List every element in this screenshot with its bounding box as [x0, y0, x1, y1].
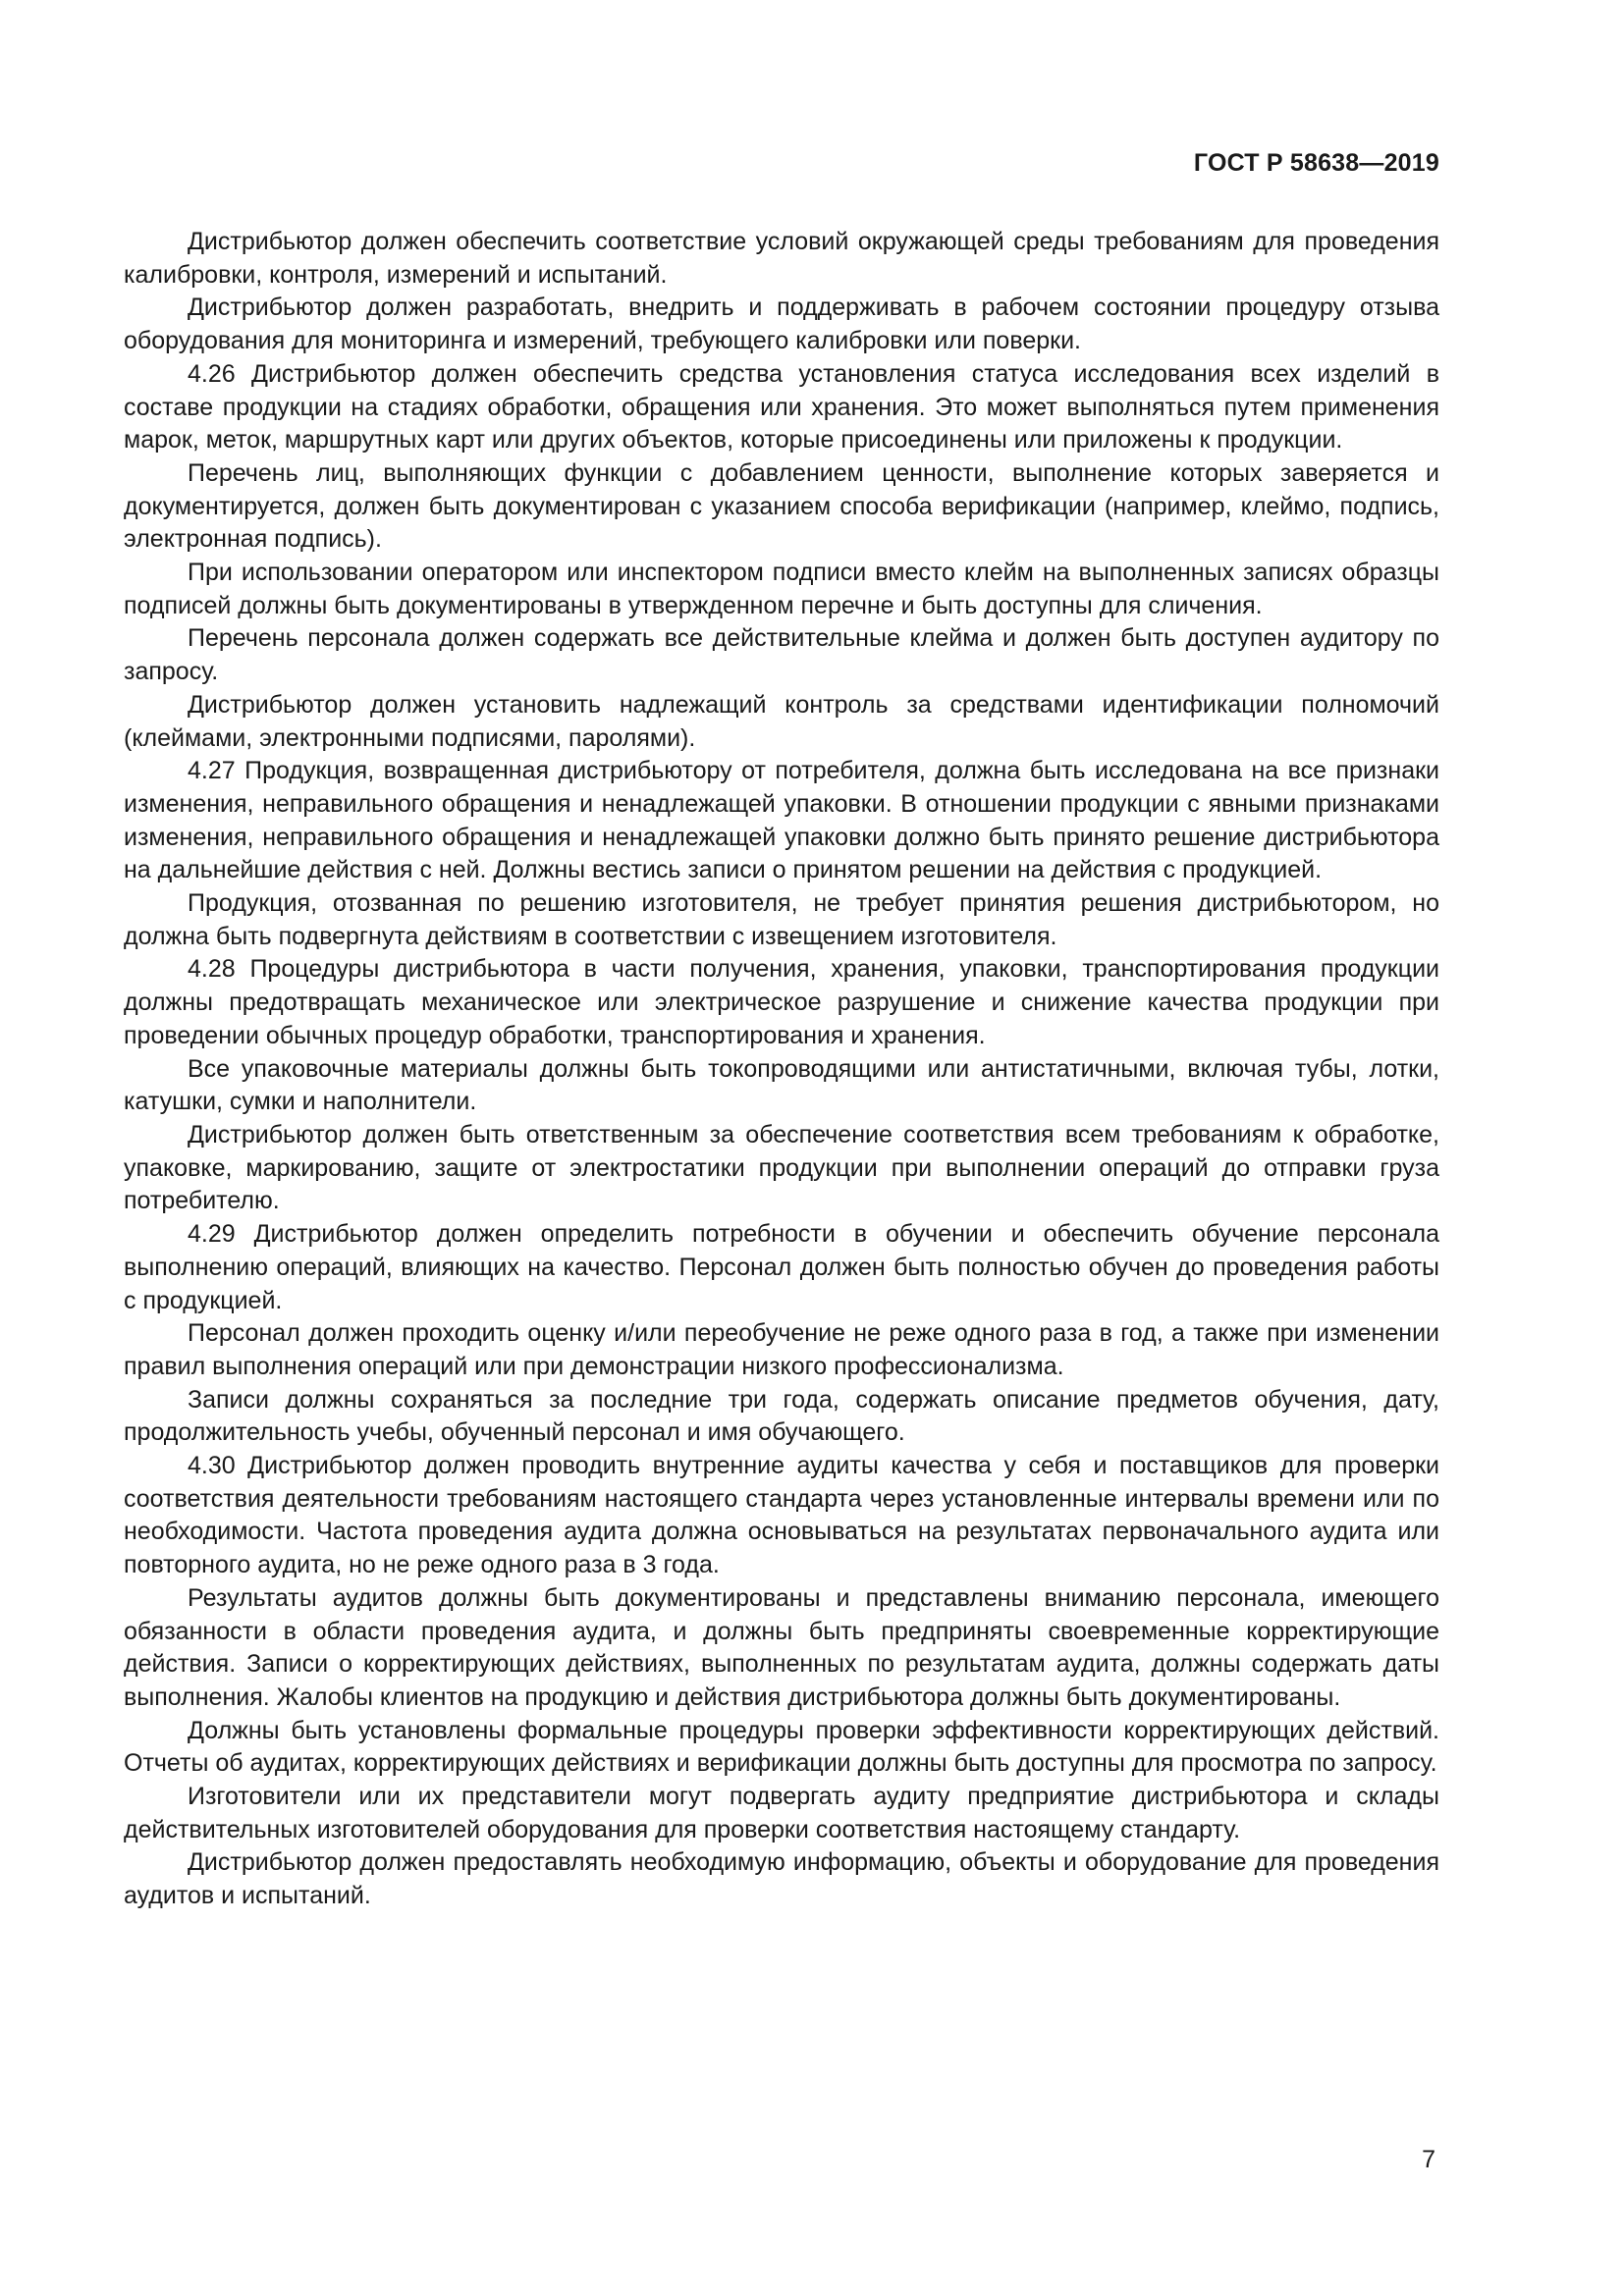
paragraph-manufacturer-recall: Продукция, отозванная по решению изготовителя, не требует принятия решения дистрибьютором, но должна быть подвергнута действиям в соответствии с извещением изготовителя. — [124, 889, 1439, 950]
paragraph-audit-support: Дистрибьютор должен предоставлять необходимую информацию, объекты и оборудование для проведения аудитов и испытаний. — [124, 1848, 1439, 1910]
standard-code-header: ГОСТ Р 58638—2019 — [1193, 149, 1439, 177]
paragraph-signature-samples: При использовании оператором или инспектором подписи вместо клейм на выполненных записях образцы подписей должны быть документированы в утвержденном перечне и быть доступны для сличения. — [124, 559, 1439, 619]
paragraph-audit-results: Результаты аудитов должны быть документированы и представлены вниманию персонала, имеющего обязанности в области проведения аудита, и должны быть предприняты своевременные корректирующие действия. Записи о корректирующих действиях, выполненных по результатам аудита, должны содержать даты выполнения. Жалобы клиентов на продукцию и действия дистрибьютора должны быть документированы. — [124, 1583, 1439, 1711]
paragraph-clause-4-27: 4.27 Продукция, возвращенная дистрибьютору от потребителя, должна быть исследована на все признаки изменения, неправильного обращения и ненадлежащей упаковки. В отношении продукции с явными признаками изменения, неправильного обращения и ненадлежащей упаковки должно быть принято решение дистрибьютора на дальнейшие действия с ней. Должны вестись записи о принятом решении на действия с продукцией. — [124, 757, 1439, 884]
paragraph-personnel-evaluation: Персонал должен проходить оценку и/или переобучение не реже одного раза в год, а также при изменении правил выполнения операций или при демонстрации низкого профессионализма. — [124, 1319, 1439, 1380]
document-body — [124, 226, 1439, 1913]
paragraph-corrective-actions: Должны быть установлены формальные процедуры проверки эффективности корректирующих действий. Отчеты об аудитах, корректирующих действиях и верификации должны быть доступны для просмотра по запросу. — [124, 1716, 1439, 1778]
paragraph-personnel-list: Перечень персонала должен содержать все действительные клейма и должен быть доступен аудитору по запросу. — [124, 624, 1439, 686]
paragraph-environment-conditions: Дистрибьютор должен обеспечить соответствие условий окружающей среды требованиям для проведения калибровки, контроля, измерений и испытаний. — [124, 228, 1439, 289]
paragraph-clause-4-26: 4.26 Дистрибьютор должен обеспечить средства установления статуса исследования всех изделий в составе продукции на стадиях обработки, обращения или хранения. Это может выполняться путем применения марок, меток, маршрутных карт или других объектов, которые присоединены или приложены к продукции. — [124, 359, 1439, 454]
paragraph-equipment-recall: Дистрибьютор должен разработать, внедрить и поддерживать в рабочем состоянии процедуру отзыва оборудования для мониторинга и измерений, требующего калибровки или поверки. — [124, 294, 1439, 355]
page-number: 7 — [1422, 2146, 1435, 2173]
paragraph-manufacturer-audits: Изготовители или их представители могут подвергать аудиту предприятие дистрибьютора и склады действительных изготовителей оборудования для проверки соответствия настоящему стандарту. — [124, 1783, 1439, 1843]
paragraph-training-records: Записи должны сохраняться за последние три года, содержать описание предметов обучения, дату, продолжительность учебы, обученный персонал и имя обучающего. — [124, 1385, 1439, 1447]
paragraph-authority-control: Дистрибьютор должен установить надлежащий контроль за средствами идентификации полномочий (клеймами, электронными подписями, паролями). — [124, 690, 1439, 752]
paragraph-clause-4-29: 4.29 Дистрибьютор должен определить потребности в обучении и обеспечить обучение персонала выполнению операций, влияющих на качество. Персонал должен быть полностью обучен до проведения работы с продукцией. — [124, 1220, 1439, 1314]
paragraph-clause-4-30: 4.30 Дистрибьютор должен проводить внутренние аудиты качества у себя и поставщиков для проверки соответствия деятельности требованиям настоящего стандарта через установленные интервалы времени или по необходимости. Частота проведения аудита должна основываться на результатах первоначального аудита или повторного аудита, но не реже одного раза в 3 года. — [124, 1452, 1439, 1579]
paragraph-clause-4-28: 4.28 Процедуры дистрибьютора в части получения, хранения, упаковки, транспортирования продукции должны предотвращать механическое или электрическое разрушение и снижение качества продукции при проведении обычных процедур обработки, транспортирования и хранения. — [124, 955, 1439, 1049]
paragraph-value-added-persons: Перечень лиц, выполняющих функции с добавлением ценности, выполнение которых заверяется и документируется, должен быть документирован с указанием способа верификации (например, клеймо, подпись, электронная подпись). — [124, 458, 1439, 554]
paragraph-handling-responsibility: Дистрибьютор должен быть ответственным за обеспечение соответствия всем требованиям к обработке, упаковке, маркированию, защите от электростатики продукции при выполнении операций до отправки груза потребителю. — [124, 1120, 1439, 1215]
paragraph-packaging-materials: Все упаковочные материалы должны быть токопроводящими или антистатичными, включая тубы, лотки, катушки, сумки и наполнители. — [124, 1054, 1439, 1116]
